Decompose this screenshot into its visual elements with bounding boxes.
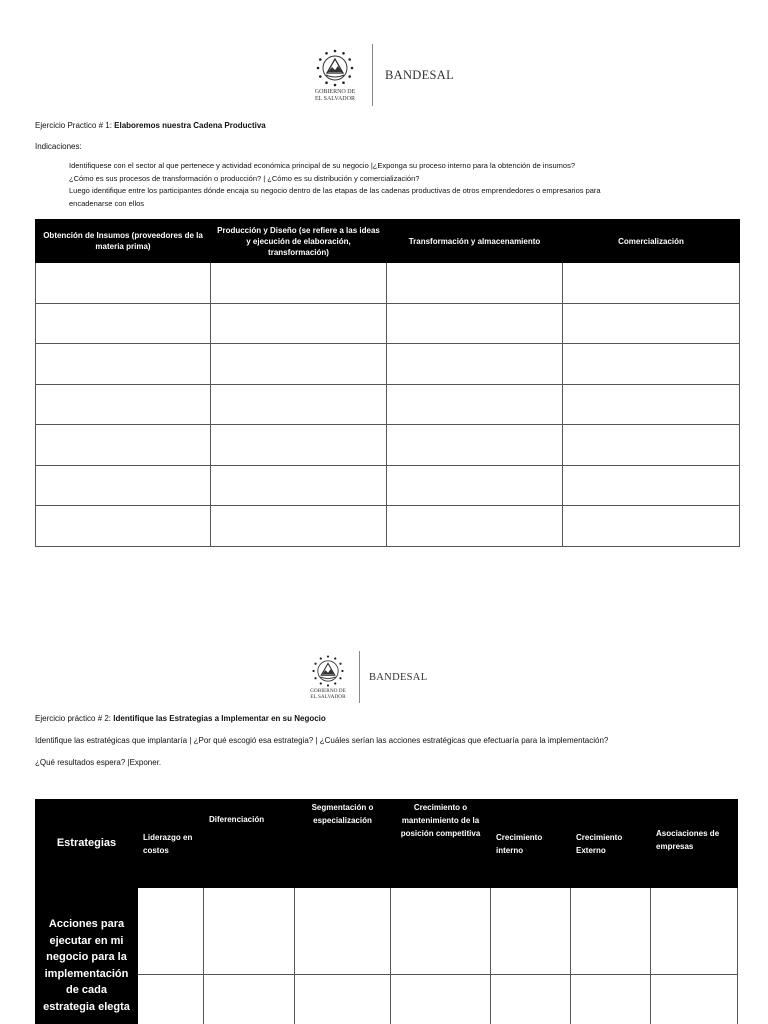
table-cell[interactable] — [36, 344, 211, 385]
instruction-line: ¿Cómo es sus procesos de transformación o producción? | ¿Cómo es su distribución y comercialización? — [69, 174, 420, 183]
brand-name: BANDESAL — [385, 67, 455, 82]
table-cell[interactable] — [651, 975, 738, 1024]
exercise2-title-prefix: Ejercicio práctico # 2: — [35, 714, 114, 723]
header-insumos: Obtención de Insumos (proveedores de la materia prima) — [36, 220, 211, 263]
table-cell[interactable] — [563, 263, 740, 304]
table-cell[interactable] — [387, 263, 563, 304]
header-segmentacion: Segmentación o especialización — [295, 800, 391, 888]
table-row — [36, 263, 740, 304]
gov-line-1: GOBIERNO DE — [314, 89, 356, 96]
gov-line-2: EL SALVADOR — [310, 693, 346, 700]
exercise2-question: ¿Qué resultados espera? |Exponer. — [35, 758, 162, 767]
table-row — [36, 384, 740, 425]
table-cell[interactable] — [491, 888, 571, 975]
table-cell[interactable] — [491, 975, 571, 1024]
table-cell[interactable] — [36, 465, 211, 506]
exercise1-title-text: Elaboremos nuestra Cadena Productiva — [114, 121, 266, 130]
table-cell[interactable] — [387, 465, 563, 506]
table-cell[interactable] — [204, 975, 295, 1024]
table-row — [36, 506, 740, 547]
table-header-row — [36, 800, 738, 888]
table-cell[interactable] — [571, 888, 651, 975]
header-crecimiento-externo: Crecimiento Externo — [571, 800, 651, 888]
header-comercializacion: Comercialización — [563, 220, 740, 263]
production-chain-table — [35, 219, 740, 547]
table-cell[interactable] — [295, 888, 391, 975]
bandesal-logo-top — [312, 44, 454, 106]
header-transformacion: Transformación y almacenamiento — [387, 220, 563, 263]
table-cell[interactable] — [36, 506, 211, 547]
exercise2-title — [35, 713, 326, 724]
table-cell[interactable] — [211, 425, 387, 466]
row-label-acciones: Acciones para ejecutar en mi negocio para la implementación de cada estrategia elegta — [36, 888, 138, 1024]
table-row — [36, 888, 738, 975]
table-cell[interactable] — [211, 465, 387, 506]
table-cell[interactable] — [563, 344, 740, 385]
table-cell[interactable] — [211, 506, 387, 547]
table-cell[interactable] — [36, 263, 211, 304]
table-cell[interactable] — [387, 425, 563, 466]
table-cell[interactable] — [138, 888, 204, 975]
el-salvador-seal-icon — [311, 654, 345, 688]
government-seal — [308, 654, 348, 700]
table-row — [36, 303, 740, 344]
table-cell[interactable] — [36, 384, 211, 425]
table-cell[interactable] — [211, 263, 387, 304]
table-cell[interactable] — [651, 888, 738, 975]
table-row — [36, 425, 740, 466]
instruction-line: encadenarse con ellos — [69, 199, 145, 208]
table-cell[interactable] — [563, 465, 740, 506]
instruction-line: Identifiquese con el sector al que pertenece y actividad económica principal de su negocio |¿Exponga su proceso interno para la obtención de insumos? — [69, 161, 576, 170]
table-cell[interactable] — [563, 425, 740, 466]
header-liderazgo: Liderazgo en costos — [138, 800, 204, 888]
logo-divider — [359, 651, 360, 703]
exercise1-title-prefix: Ejercicio Practico # 1: — [35, 121, 115, 130]
table-cell[interactable] — [138, 975, 204, 1024]
table-cell[interactable] — [563, 506, 740, 547]
header-estrategias: Estrategias — [36, 800, 138, 888]
table-cell[interactable] — [211, 303, 387, 344]
exercise1-title — [35, 120, 266, 131]
header-crecimiento-posicion: Crecimiento o mantenimiento de la posición competitiva — [391, 800, 491, 888]
table-cell[interactable] — [391, 888, 491, 975]
gov-line-1: GOBIERNO DE — [310, 687, 346, 694]
table-cell[interactable] — [211, 344, 387, 385]
government-name — [303, 689, 353, 700]
strategies-table — [35, 799, 738, 1024]
exercise2-title-text: Identifique las Estrategias a Implementar en su Negocio — [113, 714, 326, 723]
table-cell[interactable] — [204, 888, 295, 975]
table-cell[interactable] — [571, 975, 651, 1024]
indications-label: Indicaciones: — [35, 142, 82, 151]
table-header-row — [36, 220, 740, 263]
brand-name: BANDESAL — [369, 671, 428, 683]
header-produccion: Producción y Diseño (se refiere a las ideas y ejecución de elaboración, transformación) — [211, 220, 387, 263]
table-cell[interactable] — [391, 975, 491, 1024]
table-cell[interactable] — [36, 425, 211, 466]
government-seal — [312, 48, 358, 102]
header-crecimiento-interno: Crecimiento interno — [491, 800, 571, 888]
table-cell[interactable] — [211, 384, 387, 425]
table-cell[interactable] — [563, 303, 740, 344]
exercise2-question: Identifique las estratégicas que implantaría | ¿Por qué escogió esa estrategia? | ¿Cuáles serían las acciones estratégicas que efectuaría para la implementación? — [35, 736, 609, 745]
government-name — [305, 89, 365, 102]
table-cell[interactable] — [563, 384, 740, 425]
bandesal-logo-bottom — [308, 651, 427, 703]
table-cell[interactable] — [387, 344, 563, 385]
el-salvador-seal-icon — [315, 48, 355, 88]
table-row — [36, 975, 738, 1024]
logo-divider — [372, 44, 373, 106]
header-diferenciacion: Diferenciación — [204, 800, 295, 888]
header-asociaciones: Asociaciones de empresas — [651, 800, 738, 888]
instruction-line: Luego identifique entre los participantes dónde encaja su negocio dentro de las etapas de las cadenas productivas de otros emprendedores o empresarios para — [69, 186, 601, 195]
table-cell[interactable] — [36, 303, 211, 344]
gov-line-2: EL SALVADOR — [315, 95, 355, 102]
table-cell[interactable] — [387, 384, 563, 425]
table-cell[interactable] — [295, 975, 391, 1024]
table-cell[interactable] — [387, 303, 563, 344]
table-row — [36, 344, 740, 385]
table-cell[interactable] — [387, 506, 563, 547]
table-row — [36, 465, 740, 506]
